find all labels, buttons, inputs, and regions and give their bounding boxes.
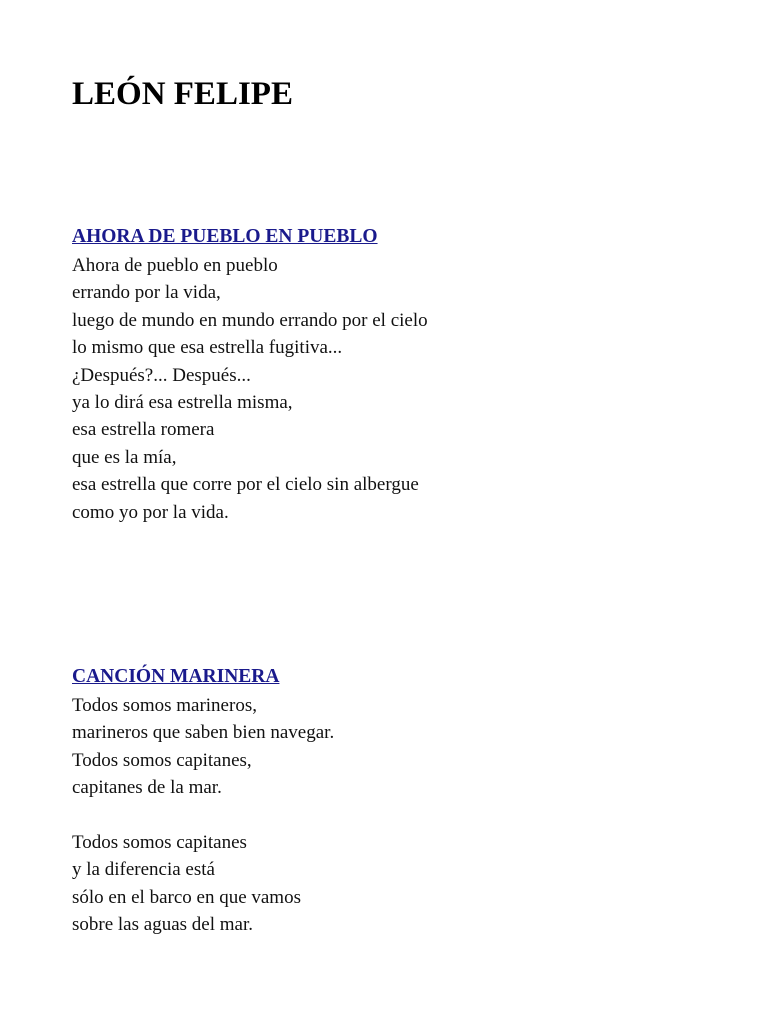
verse-line: ya lo dirá esa estrella misma, [72, 392, 293, 414]
verse-line: errando por la vida, [72, 282, 221, 304]
verse-line: lo mismo que esa estrella fugitiva... [72, 337, 343, 359]
verse-line: como yo por la vida. [72, 501, 229, 523]
verse-line: sobre las aguas del mar. [72, 914, 253, 936]
stanza [72, 692, 334, 802]
verse-line: esa estrella que corre por el cielo sin albergue [72, 474, 419, 496]
verse-line: Todos somos capitanes, [72, 749, 252, 771]
verse-line: que es la mía, [72, 446, 177, 468]
poem-title-link[interactable]: CANCIÓN MARINERA [72, 666, 280, 687]
verse-line: Ahora de pueblo en pueblo [72, 255, 278, 276]
poem-ahora-de-pueblo-en-pueblo [72, 223, 428, 526]
stanza [72, 829, 334, 939]
verse-line: y la diferencia está [72, 859, 215, 881]
poem-title-link[interactable]: AHORA DE PUEBLO EN PUEBLO [72, 226, 378, 247]
verse-line: esa estrella romera [72, 419, 215, 441]
verse-line: sólo en el barco en que vamos [72, 886, 301, 908]
verse-line: capitanes de la mar. [72, 777, 222, 799]
poem-cancion-marinera [72, 663, 334, 939]
verse-line: Todos somos capitanes [72, 832, 247, 854]
verse-line: luego de mundo en mundo errando por el cielo [72, 309, 428, 331]
verse-line: ¿Después?... Después... [72, 364, 251, 386]
verse-line: Todos somos marineros, [72, 695, 257, 716]
verse-line: marineros que saben bien navegar. [72, 722, 335, 744]
author-heading: LEÓN FELIPE [72, 76, 293, 112]
stanza [72, 252, 428, 526]
